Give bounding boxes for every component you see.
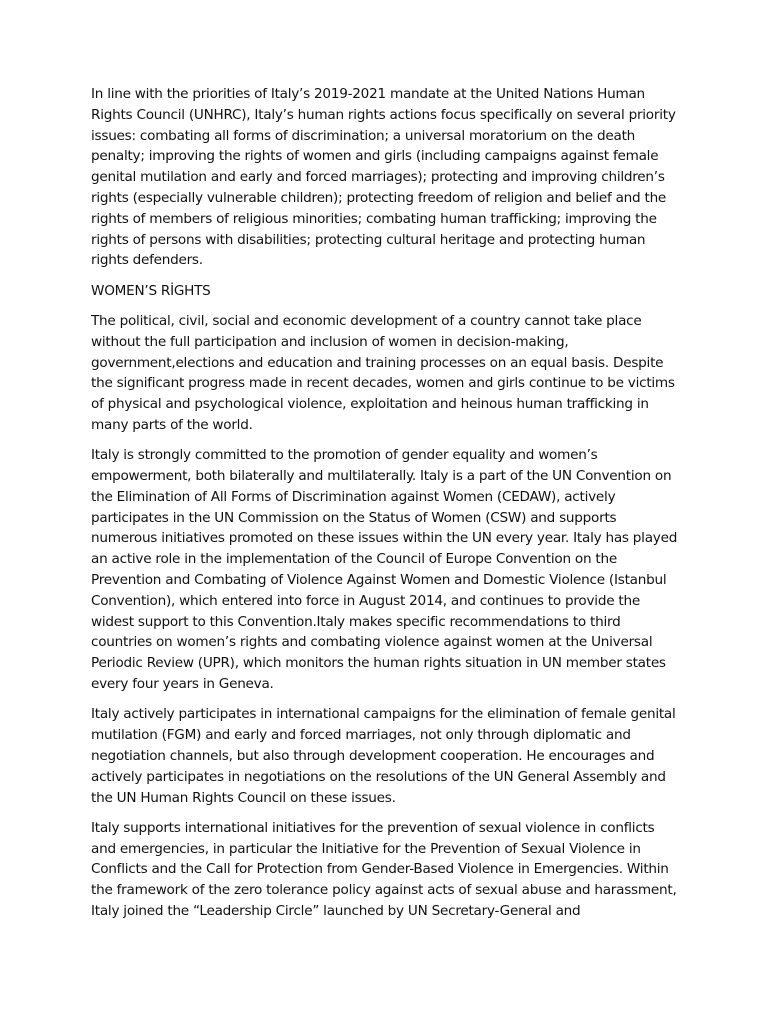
- paragraph-1: The political, civil, social and economic development of a country cannot take place without the full participation and inclusion of women in decision-making, government,elections and education and training processes on an equal basis. Despite the significant progress made in recent decades, women and girls continue to be victims of physical and psychological violence, exploitation and heinous human trafficking in many parts of the world.: [91, 312, 675, 433]
- paragraph-3: Italy actively participates in international campaigns for the elimination of female genital mutilation (FGM) and early and forced marriages, not only through diplomatic and negotiation channels, but also through development cooperation. He encourages and actively participates in negotiations on the resolutions of the UN General Assembly and the UN Human Rights Council on these issues.: [91, 706, 676, 806]
- intro-paragraph: In line with the priorities of Italy’s 2019-2021 mandate at the United Nations Human Rights Council (UNHRC), Italy’s human rights actions focus specifically on several priority issues: combating all forms of discrimination; a universal moratorium on the death penalty; improving the rights of women and girls (including campaigns against female genital mutilation and early and forced marriages); protecting and improving children’s rights (especially vulnerable children); protecting freedom of religion and belief and the rights of members of religious minorities; combating human trafficking; improving the rights of persons with disabilities; protecting cultural heritage and protecting human rights defenders.: [91, 86, 676, 269]
- paragraph-4: Italy supports international initiatives for the prevention of sexual violence in conflicts and emergencies, in particular the Initiative for the Prevention of Sexual Violence in Conflicts and the Call for Protection from Gender-Based Violence in Emergencies. Within the framework of the zero tolerance policy against acts of sexual abuse and harassment, Italy joined the “Leadership Circle” launched by UN Secretary-General and: [91, 819, 677, 919]
- section-heading: WOMEN’S RİGHTS: [91, 282, 211, 299]
- paragraph-2: Italy is strongly committed to the promotion of gender equality and women’s empowerment, both bilaterally and multilaterally. Italy is a part of the UN Convention on the Elimination of All Forms of Discrimination against Women (CEDAW), actively participates in the UN Commission on the Status of Women (CSW) and supports numerous initiatives promoted on these issues within the UN every year. Italy has played an active role in the implementation of the Council of Europe Convention on the Prevention and Combating of Violence Against Women and Domestic Violence (Istanbul Convention), which entered into force in August 2014, and continues to provide the widest support to this Convention.Italy makes specific recommendations to third countries on women’s rights and combating violence against women at the Universal Periodic Review (UPR), which monitors the human rights situation in UN member states every four years in Geneva.: [91, 447, 678, 693]
- document-page: [91, 84, 683, 931]
